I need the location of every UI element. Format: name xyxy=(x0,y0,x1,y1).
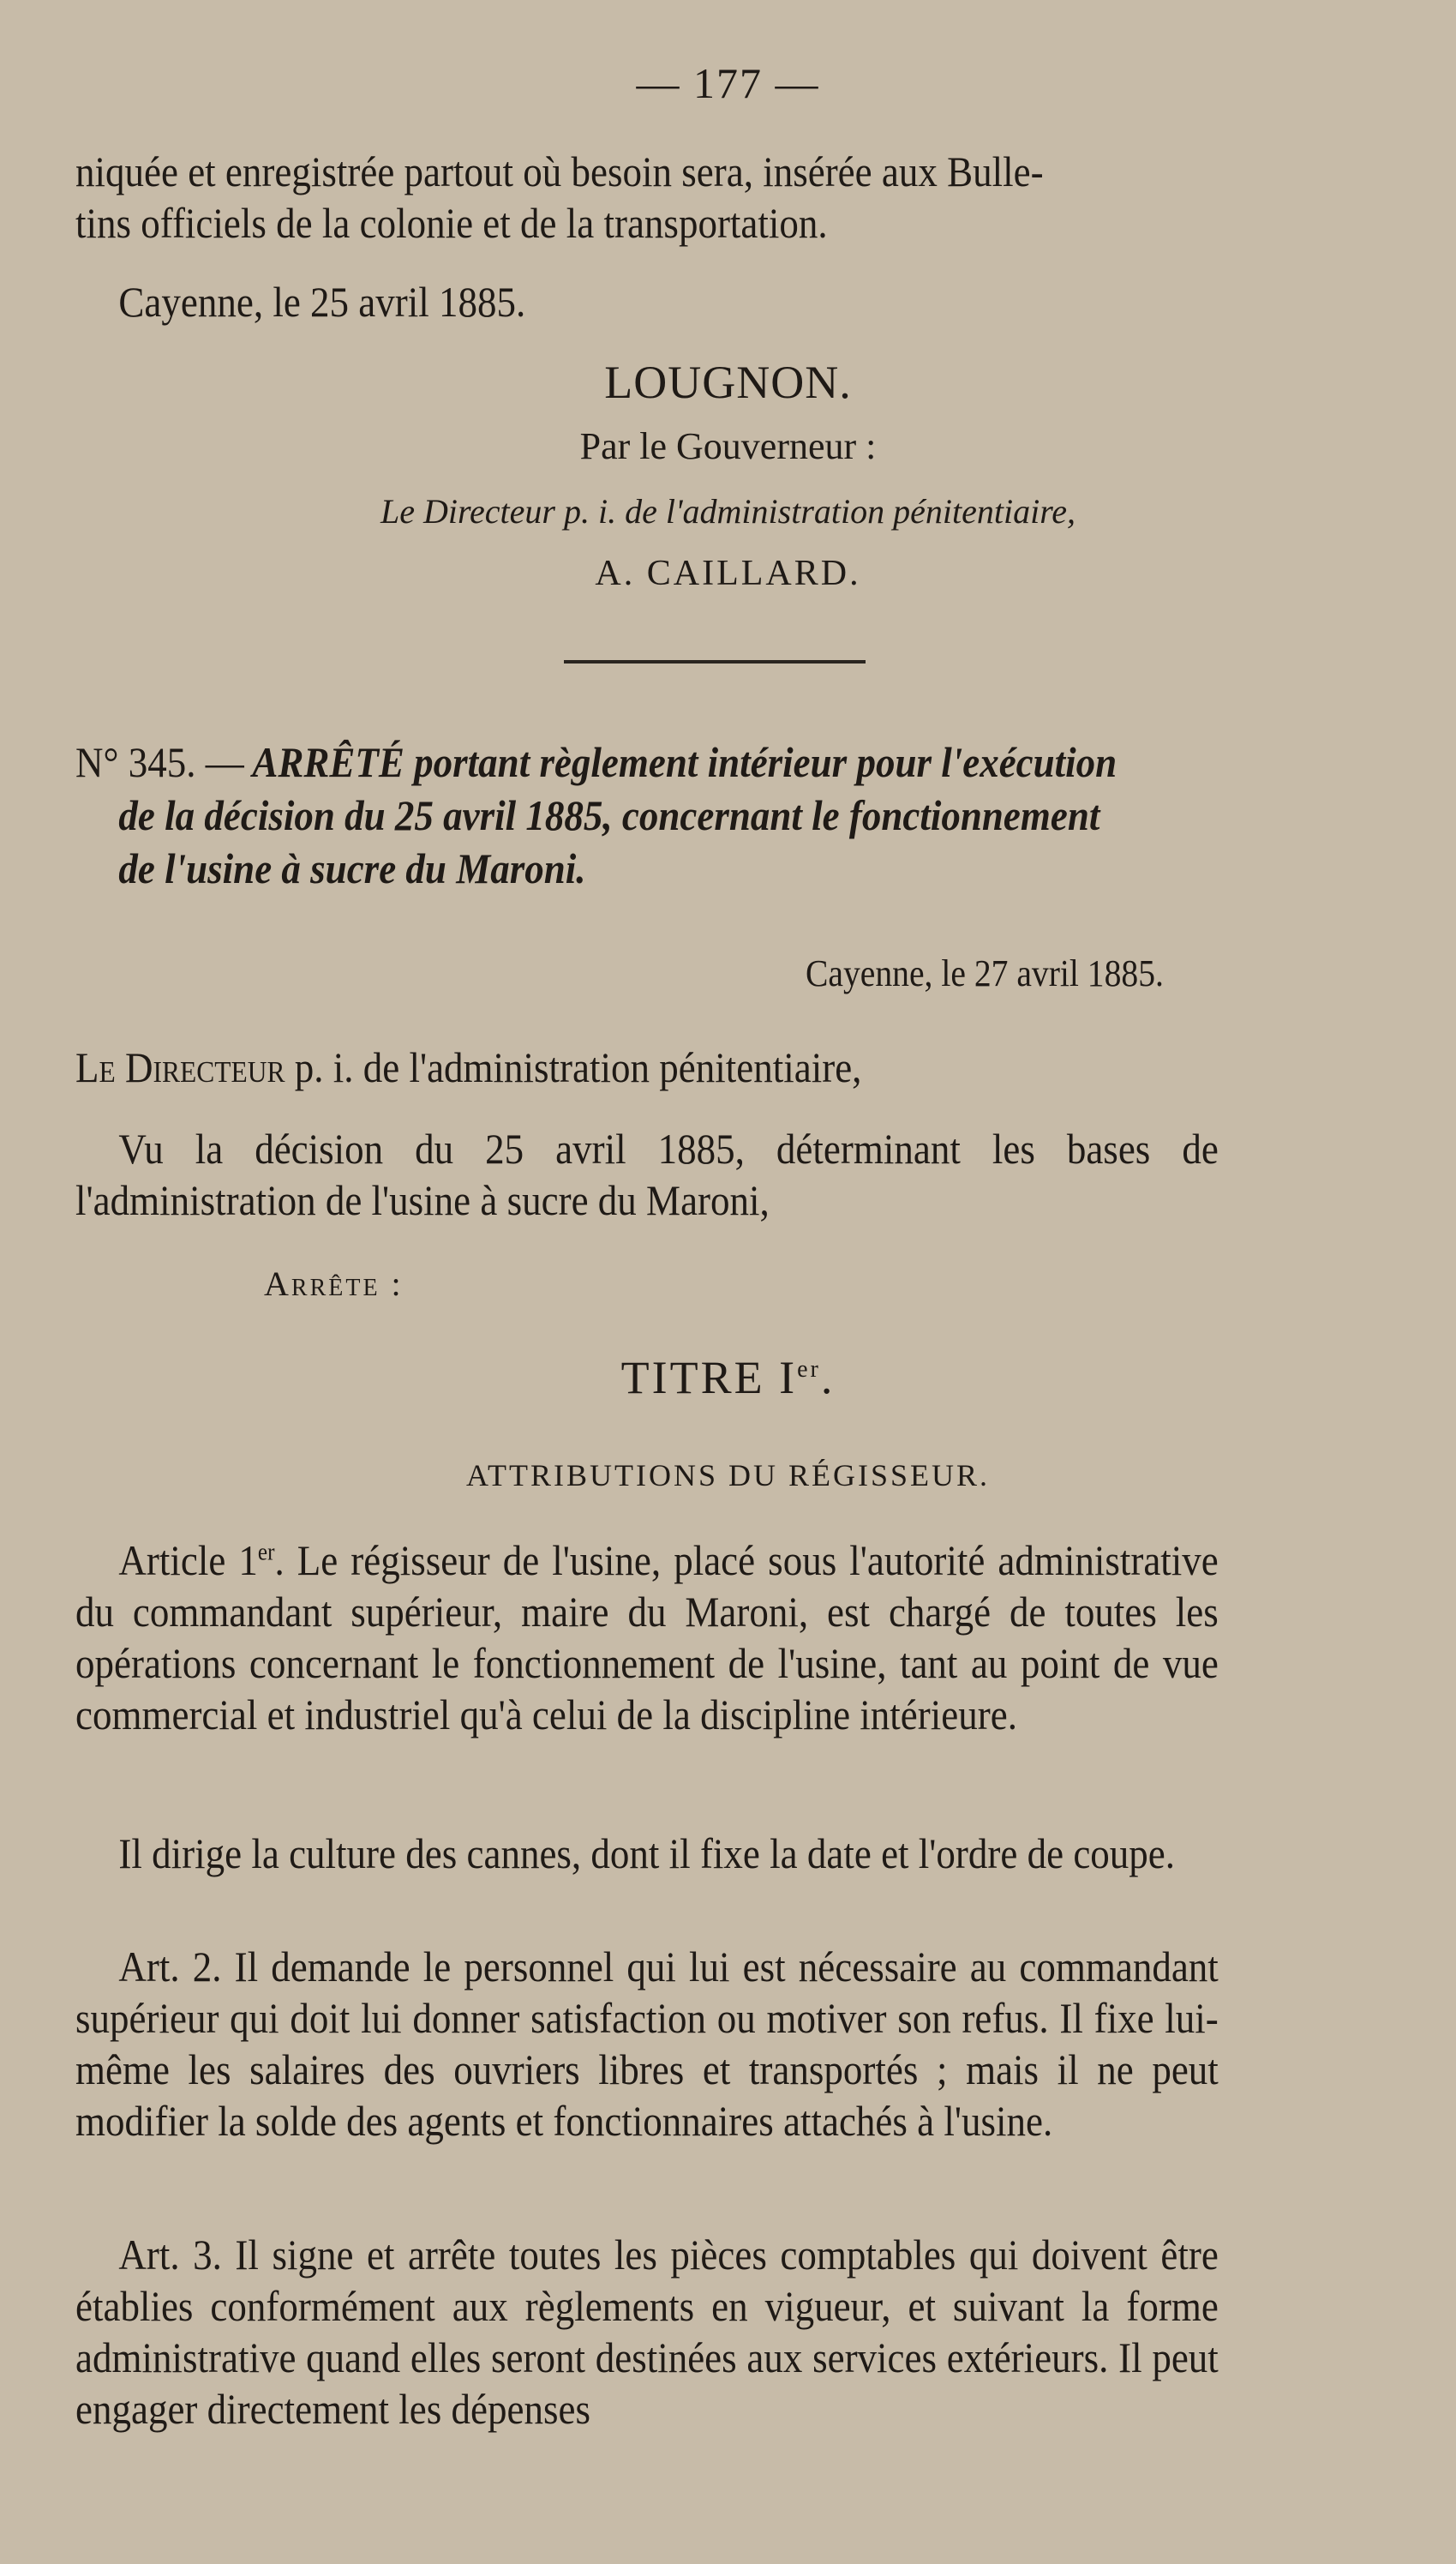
continuation-line-1: niquée et enregistrée partout où besoin sera, insérée aux Bulle- xyxy=(75,147,1044,195)
section-subtitle: ATTRIBUTIONS DU RÉGISSEUR. xyxy=(465,1458,991,1492)
by-governor-line: Par le Gouverneur : xyxy=(579,425,877,467)
article-1-sup: er xyxy=(257,1539,275,1566)
decree-title-line-2: de la décision du 25 avril 1885, concernant le fonctionnement xyxy=(118,791,1100,839)
article-1 xyxy=(75,1534,1219,1740)
director-line xyxy=(75,1042,1219,1093)
signatory-role: Le Directeur p. i. de l'administration pénitentiaire, xyxy=(380,492,1076,531)
decree-dateline: Cayenne, le 27 avril 1885. xyxy=(806,952,1164,994)
decree-heading xyxy=(75,736,1219,895)
signatory-second: A. CAILLARD. xyxy=(595,554,861,593)
article-1-text: . Le régisseur de l'usine, placé sous l'autorité administrative du commandant supérieur, maire du Maroni, est chargé de toutes les opérations concernant le fonctionnement de l'usine, tant au point de vue commercial et industriel qu'à celui de la discipline intérieure. xyxy=(75,1536,1219,1738)
continuation-line-2: tins officiels de la colonie et de la transportation. xyxy=(75,199,828,247)
article-1-paragraph-2: Il dirige la culture des cannes, dont il fixe la date et l'ordre de coupe. xyxy=(118,1829,1176,1877)
place-date-first: Cayenne, le 25 avril 1885. xyxy=(118,278,526,326)
section-title-sup: er xyxy=(797,1356,821,1383)
decree-title-line-3: de l'usine à sucre du Maroni. xyxy=(118,844,586,892)
vu-paragraph: Vu la décision du 25 avril 1885, déterminant les bases de l'administration de l'usine à sucre du Maroni, xyxy=(75,1125,1219,1224)
continuation-paragraph xyxy=(75,146,1219,249)
decree-title-line-1: ARRÊTÉ portant règlement intérieur pour l'exécution xyxy=(252,738,1117,786)
section-title xyxy=(0,1351,1456,1404)
arrete-label: Arrête : xyxy=(264,1264,404,1303)
section-title-end: . xyxy=(820,1352,836,1403)
section-divider xyxy=(564,660,866,664)
signatory-name: LOUGNON. xyxy=(604,357,852,408)
page-number: — 177 — xyxy=(636,59,820,107)
director-rest: p. i. de l'administration pénitentiaire, xyxy=(294,1043,862,1091)
director-label: Le Directeur xyxy=(75,1043,285,1091)
article-1-label: Article 1 xyxy=(118,1536,258,1584)
decree-number: N° 345. — xyxy=(75,738,244,786)
section-title-text: TITRE I xyxy=(620,1352,798,1403)
article-3: Art. 3. Il signe et arrête toutes les pièces comptables qui doivent être établies conformément aux règlements en vigueur, et suivant la forme administrative quand elles seront destinées aux services extérieurs. Il peut engager directement les dépenses xyxy=(75,2231,1219,2433)
article-2: Art. 2. Il demande le personnel qui lui est nécessaire au commandant supérieur qui doit lui donner satisfaction ou motiver son refus. Il fixe lui-même les salaires des ouvriers libres et transportés ; mais il ne peut modifier la solde des agents et fonctionnaires attachés à l'usine. xyxy=(75,1943,1219,2145)
